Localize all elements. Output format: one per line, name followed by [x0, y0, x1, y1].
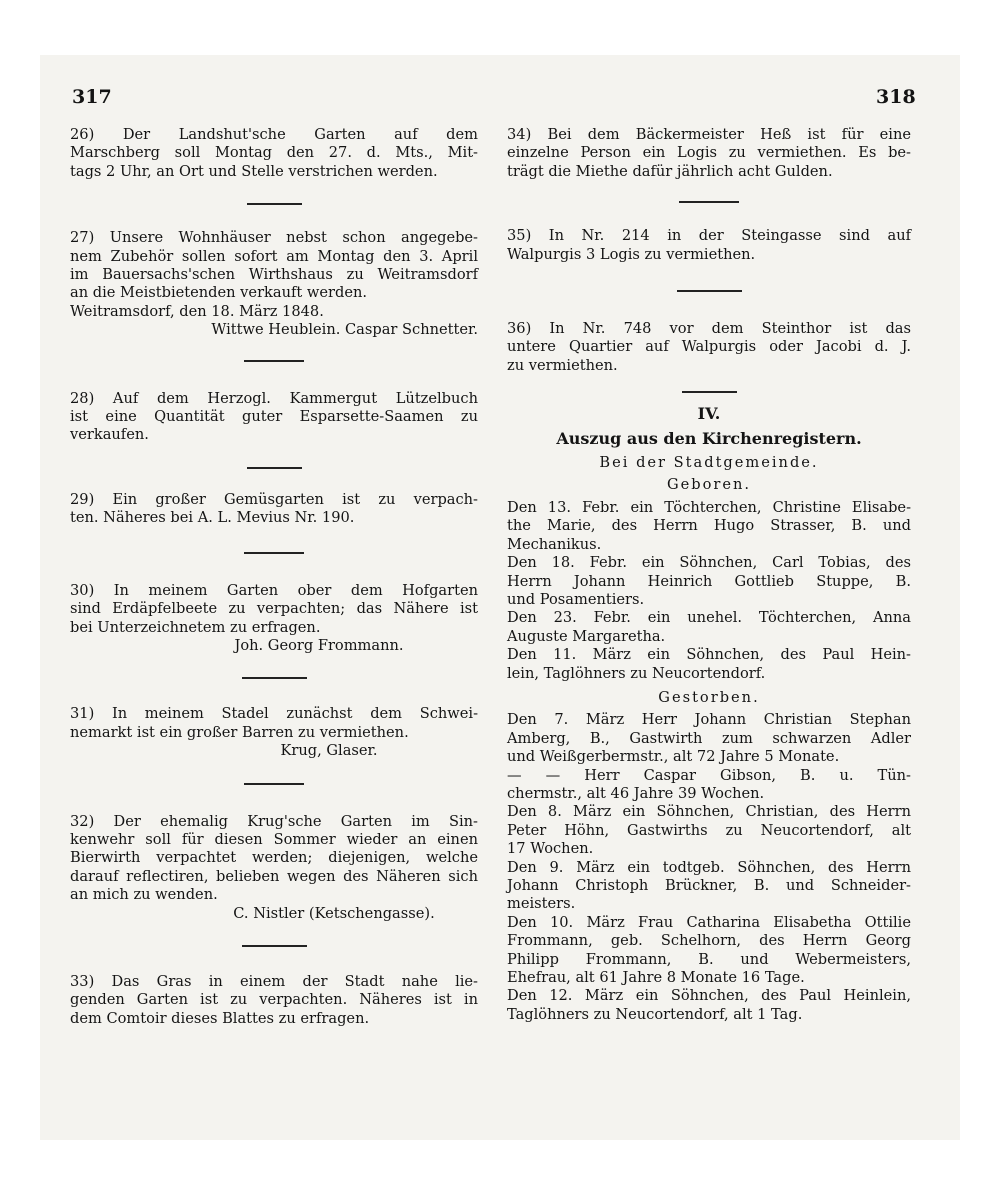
text-line: 34) Bei dem Bäckermeister Heß ist für eine — [507, 126, 911, 143]
right-column — [507, 126, 911, 1024]
died-heading: Gestorben. — [658, 688, 760, 706]
text-line: chermstr., alt 46 Jahre 39 Wochen. — [507, 784, 765, 802]
notice-26 — [70, 126, 478, 181]
separator-rule — [247, 467, 302, 469]
text-line: trägt die Miethe dafür jährlich acht Gulden. — [507, 162, 833, 180]
separator-rule — [244, 552, 304, 554]
separator-rule — [677, 290, 742, 292]
text-line: Ehefrau, alt 61 Jahre 8 Monate 16 Tage. — [507, 969, 805, 987]
text-line: Den 18. Febr. ein Söhnchen, Carl Tobias, des — [507, 554, 911, 572]
register-entry — [507, 914, 911, 988]
text-line: Auguste Margaretha. — [507, 627, 666, 645]
text-line: sind Erdäpfelbeete zu verpachten; das Nähere ist — [70, 600, 478, 618]
register-entry — [507, 554, 911, 609]
text-line: untere Quartier auf Walpurgis oder Jacobi d. J. — [507, 338, 911, 356]
text-line: Taglöhners zu Neucortendorf, alt 1 Tag. — [507, 1005, 803, 1023]
text-line: Den 23. Febr. ein unehel. Töchterchen, Anna — [507, 609, 911, 627]
text-line: dem Comtoir dieses Blattes zu erfragen. — [70, 1009, 370, 1027]
signature: Wittwe Heublein. Caspar Schnetter. — [211, 321, 478, 339]
register-entry — [507, 767, 911, 804]
signature: Krug, Glaser. — [280, 742, 378, 760]
page-number-left: 317 — [72, 86, 112, 108]
text-line: an die Meistbietenden verkauft werden. — [70, 284, 368, 302]
notice-32 — [70, 813, 478, 923]
notice-31 — [70, 705, 478, 760]
section-title: Auszug aus den Kirchenregistern. — [556, 428, 862, 448]
text-line: ten. Näheres bei A. L. Mevius Nr. 190. — [70, 509, 355, 527]
register-entry — [507, 859, 911, 914]
separator-rule — [242, 677, 307, 679]
register-entry — [507, 646, 911, 683]
dateline: Weitramsdorf, den 18. März 1848. — [70, 302, 324, 320]
separator-rule — [247, 203, 302, 205]
text-line: lein, Taglöhners zu Neucortendorf. — [507, 664, 766, 682]
left-column — [70, 126, 478, 1028]
register-entry — [507, 803, 911, 858]
register-entry — [507, 609, 911, 646]
text-line: 31) In meinem Stadel zunächst dem Schwei- — [70, 705, 478, 723]
notice-36 — [507, 320, 911, 375]
separator-rule — [242, 945, 307, 947]
text-line: nemarkt ist ein großer Barren zu vermiethen. — [70, 723, 409, 741]
subsection-title: Bei der Stadtgemeinde. — [599, 454, 819, 472]
text-line: ist eine Quantität guter Esparsette-Saamen zu — [70, 408, 478, 426]
text-line: meisters. — [507, 895, 576, 913]
text-line: the Marie, des Herrn Hugo Strasser, B. und — [507, 517, 911, 535]
separator-rule — [679, 201, 739, 203]
register-entry — [507, 711, 911, 766]
page-number-right: 318 — [876, 86, 916, 108]
text-line: und Weißgerbermstr., alt 72 Jahre 5 Monate. — [507, 748, 840, 766]
text-line: 26) Der Landshut'sche Garten auf dem — [70, 126, 478, 143]
text-line: Frommann, geb. Schelhorn, des Herrn Georg — [507, 932, 911, 950]
text-line: 32) Der ehemalig Krug'sche Garten im Sin- — [70, 812, 478, 830]
text-line: Bierwirth verpachtet werden; diejenigen, welche — [70, 849, 478, 867]
signature: Joh. Georg Frommann. — [234, 636, 404, 654]
notice-30 — [70, 582, 478, 656]
text-line: 17 Wochen. — [507, 840, 594, 858]
text-line: Den 11. März ein Söhnchen, des Paul Hein- — [507, 646, 911, 664]
text-line: 28) Auf dem Herzogl. Kammergut Lützelbuch — [70, 389, 478, 407]
text-line: im Bauersachs'schen Wirthshaus zu Weitramsdorf — [70, 266, 478, 284]
notice-29 — [70, 491, 478, 528]
text-line: 27) Unsere Wohnhäuser nebst schon angegebe- — [70, 229, 478, 247]
notice-27 — [70, 229, 478, 339]
text-line: an mich zu wenden. — [70, 886, 218, 904]
text-line: 33) Das Gras in einem der Stadt nahe lie- — [70, 972, 478, 990]
notice-35 — [507, 227, 911, 264]
text-line: Mechanikus. — [507, 535, 602, 553]
text-line: Den 8. März ein Söhnchen, Christian, des Herrn — [507, 803, 911, 821]
text-line: Den 10. März Frau Catharina Elisabetha Ottilie — [507, 913, 911, 931]
text-line: genden Garten ist zu verpachten. Näheres ist in — [70, 991, 478, 1009]
text-line: Den 13. Febr. ein Töchterchen, Christine Elisabe- — [507, 498, 911, 516]
text-line: darauf reflectiren, belieben wegen des Näheren sich — [70, 867, 478, 885]
born-heading: Geboren. — [666, 476, 752, 494]
text-line: Amberg, B., Gastwirth zum schwarzen Adler — [507, 729, 911, 747]
text-line: Den 9. März ein todtgeb. Söhnchen, des Herrn — [507, 858, 911, 876]
text-line: Philipp Frommann, B. und Webermeisters, — [507, 950, 911, 968]
text-line: Peter Höhn, Gastwirths zu Neucortendorf, alt — [507, 821, 911, 839]
text-line: verkaufen. — [70, 426, 149, 444]
text-line: — — Herr Caspar Gibson, B. u. Tün- — [507, 766, 911, 784]
text-line: kenwehr soll für diesen Sommer wieder an einen — [70, 830, 478, 848]
text-line: tags 2 Uhr, an Ort und Stelle verstrichen werden. — [70, 162, 438, 180]
register-entry — [507, 499, 911, 554]
text-line: Walpurgis 3 Logis zu vermiethen. — [507, 245, 756, 263]
signature: C. Nistler (Ketschengasse). — [233, 904, 435, 922]
text-line: nem Zubehör sollen sofort am Montag den 3. April — [70, 247, 478, 265]
register-entry — [507, 987, 911, 1024]
notice-34 — [507, 126, 911, 181]
text-line: und Posamentiers. — [507, 590, 645, 608]
text-line: Herrn Johann Heinrich Gottlieb Stuppe, B. — [507, 572, 911, 590]
separator-rule — [682, 391, 737, 393]
notice-28 — [70, 390, 478, 445]
notice-33 — [70, 973, 478, 1028]
text-line: Marschberg soll Montag den 27. d. Mts., Mit- — [70, 144, 478, 162]
text-line: 29) Ein großer Gemüsgarten ist zu verpach- — [70, 490, 478, 508]
text-line: 35) In Nr. 214 in der Steingasse sind auf — [507, 227, 911, 245]
text-line: 30) In meinem Garten ober dem Hofgarten — [70, 581, 478, 599]
text-line: Den 7. März Herr Johann Christian Stephan — [507, 711, 911, 729]
separator-rule — [244, 783, 304, 785]
section-number: IV. — [697, 404, 721, 424]
text-line: zu vermiethen. — [507, 356, 618, 374]
separator-rule — [244, 360, 304, 362]
text-line: einzelne Person ein Logis zu vermiethen. Es be- — [507, 144, 911, 162]
text-line: Johann Christoph Brückner, B. und Schneider- — [507, 877, 911, 894]
text-line: Den 12. März ein Söhnchen, des Paul Heinlein, — [507, 987, 911, 1005]
text-line: 36) In Nr. 748 vor dem Steinthor ist das — [507, 320, 911, 338]
text-line: bei Unterzeichnetem zu erfragen. — [70, 618, 321, 636]
